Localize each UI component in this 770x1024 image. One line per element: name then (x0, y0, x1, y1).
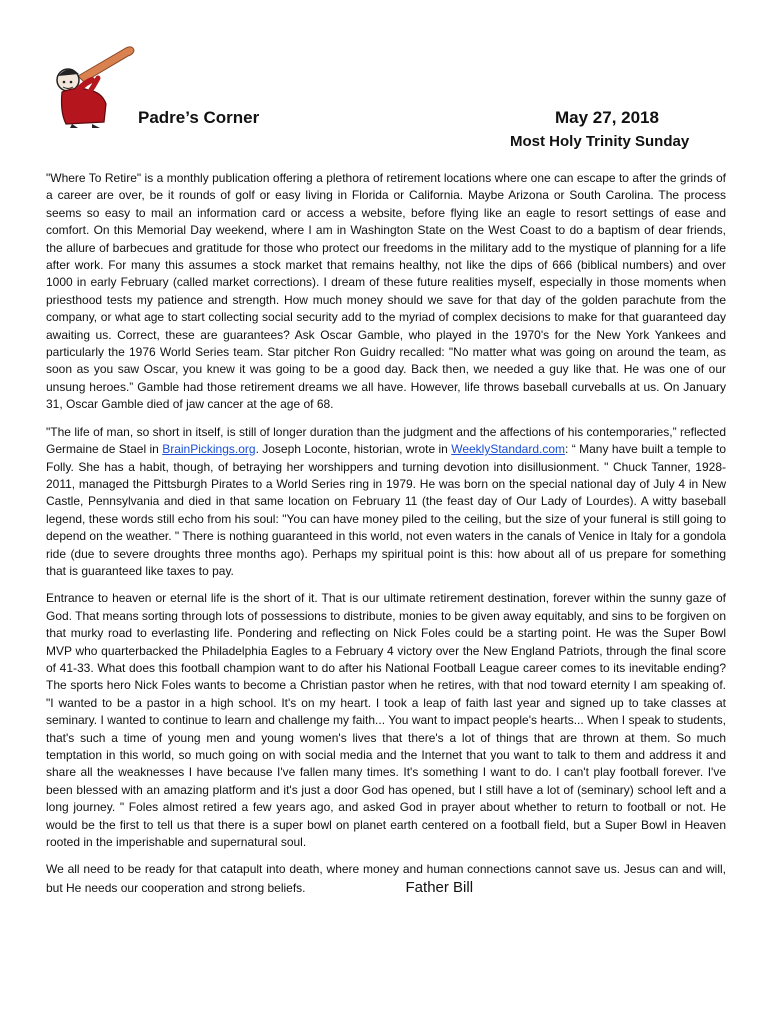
baseball-batter-logo (48, 42, 140, 130)
signature: Father Bill (405, 878, 474, 896)
paragraph-retirement: "Where To Retire" is a monthly publication offering a plethora of retirement locations where one can escape to after the grinds of a career are over, be it rounds of golf or easy living in Florida or California. Maybe Arizona or South Carolina. The process seems so easy to mail an information card or access a website, before flying like an eagle to resort settings of ease and comfort. On this Memorial Day weekend, where I am in Washington State on the West Coast to do a baptism of dear friends, the allure of barbecues and gratitude for those who protect our freedoms in the military add to the mystique of planning for a life after work. For many this assumes a stock market that remains healthy, not like the dips of 666 (biblical numbers) and over 1000 in early February (called market corrections). I dream of these future realities myself, especially in those moments when priesthood tests my patience and strength. How much money should we save for that day of the golden parachute from the company, or what age to start collecting social security add to the myriad of complex decisions to make for that guaranteed day awaiting us. Correct, these are guarantees? Ask Oscar Gamble, who played in the 1970's for the New York Yankees and particularly the 1976 World Series team. Star pitcher Ron Guidry recalled: "No matter what was going on around the team, as soon as you saw Oscar, you knew it was going to be a good day. Back then, we needed a guy like that. He was one of our unsung heroes.” Gamble had those retirement dreams we all have. However, life throws baseball curveballs at us. On January 31, Oscar Gamble died of jaw cancer at the age of 68. (46, 171, 726, 412)
page-title: Padre’s Corner (138, 108, 260, 127)
article-body (46, 170, 726, 897)
robe-shape (62, 88, 107, 124)
feast-subtitle: Most Holy Trinity Sunday (510, 133, 690, 150)
paragraph-heaven: Entrance to heaven or eternal life is the short of it. That is our ultimate retirement destination, forever within the sunny gaze of God. That means sorting through lots of possessions to distribute, monies to be given away equitably, and sins to be forgiven on that murky road to everlasting life. Pondering and reflecting on Nick Foles could be a starting point. He was the Super Bowl MVP who quarterbacked the Philadelphia Eagles to a February 4 victory over the New England Patriots, through the final score of 41-33. What does this football champion want to do after his National Football League career comes to its inevitable ending? The sports hero Nick Foles wants to become a Christian pastor when he retires, with that nod toward eternity I am speaking of. "I wanted to be a pastor in a high school. It's on my heart. I took a leap of faith last year and signed up to take classes at seminary. I wanted to continue to learn and challenge my faith... You want to impact people's hearts... When I speak to students, that's such a time of young men and young women's lives that there's a lot of things that are thrown at them. So much temptation in this world, so much going on with social media and the Internet that you want to talk to them and address it and share all the weaknesses I have because I've fallen many times. It's something I want to do. I can't play football forever. I've been blessed with an amazing platform and it's just a door God has opened, but I still have a lot of (seminary) school left and a long journey. " Foles almost retired a few years ago, and asked God in prayer about whether to return to football or not. He would be the first to tell us that there is a super bowl on planet earth centered on a football field, but a Super Bowl in Heaven rooted in the imperishable and supernatural soul. (46, 591, 726, 850)
brainpickings-link[interactable]: BrainPickings.org (162, 442, 256, 457)
paragraph-text: We all need to be ready for that catapult into death, where money and human connections cannot save us. Jesus can and will, but He needs our cooperation and strong beliefs. (46, 862, 726, 895)
paragraph-closing (46, 861, 726, 897)
bulletin-date: May 27, 2018 (555, 108, 659, 127)
bat-shape (78, 47, 134, 82)
paragraph-text: "The life of man, so short in itself, is still of longer duration than the judgment and the affections of his contemporaries,” reflected Germaine de Stael in (46, 424, 726, 457)
weeklystandard-link[interactable]: WeeklyStandard.com (451, 442, 566, 457)
paragraph-text: . Joseph Loconte, historian, wrote in (255, 442, 452, 457)
paragraph-life-of-man (46, 424, 726, 581)
paragraph-text: : “ Many have built a temple to Folly. She has a habit, though, of betraying her worshippers and turning devotion into disillusionment. " Chuck Tanner, 1928-2011, managed the Pittsburgh Pirates to a World Series ring in 1979. He was born on the special national day of July 4 in New Castle, Pennsylvania and died in that same location on February 11 (the feast day of Our Lady of Lourdes). A witty baseball legend, these words still echo from his soul: "You can have money piled to the ceiling, but the size of your funeral is still going to depend on the weather. " There is nothing guaranteed in this world, not even waters in the canals of Venice in Italy for a gondola ride (due to severe droughts three months ago). Perhaps my spiritual point is this: how about all of us prepare for something that is guaranteed like taxes to pay. (46, 442, 727, 578)
